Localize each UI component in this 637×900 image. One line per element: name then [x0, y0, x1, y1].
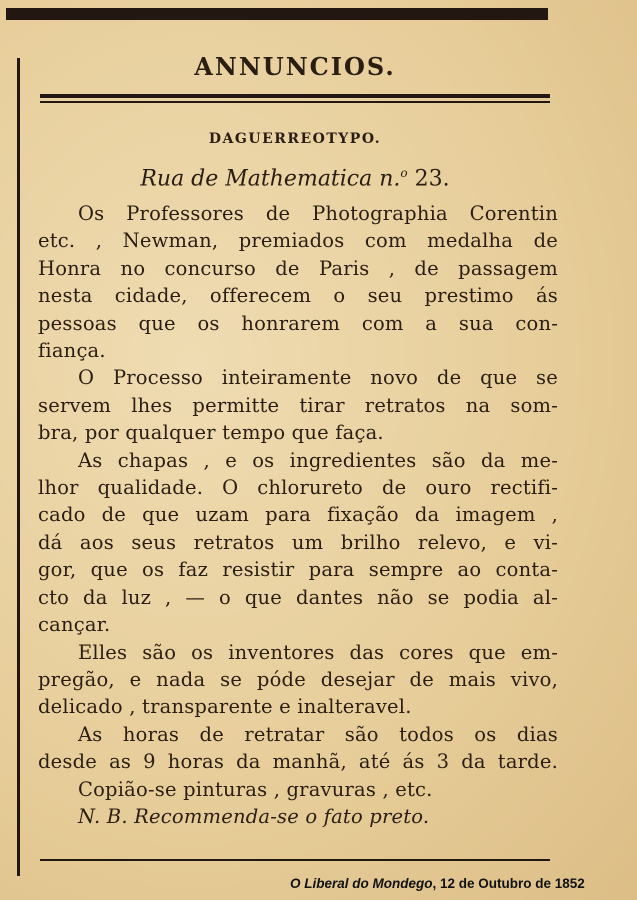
text-line: nesta cidade, offerecem o seu prestimo ás [38, 284, 558, 308]
text-line: cançar. [38, 613, 111, 637]
text-line: pessoas que os honrarem com a sua con- [38, 311, 558, 335]
text-line: Elles são os inventores das cores que em- [78, 640, 558, 664]
notice-address [40, 166, 550, 191]
text-line: gor, que os faz resistir para sempre ao conta- [38, 558, 558, 582]
text-line: desde as 9 horas da manhã, até ás 3 da tarde. [38, 750, 558, 774]
caption-source: O Liberal do Mondego [290, 876, 433, 891]
text-line: dá aos seus retratos um brilho relevo, e vi- [38, 530, 558, 554]
text-line: lhor qualidade. O chlorureto de ouro rectifi- [38, 476, 558, 500]
text-line: bra, por qualquer tempo que faça. [38, 421, 384, 445]
text-line-nb: N. B. Recommenda-se o fato preto. [78, 804, 430, 828]
text-line: Os Professores de Photographia Corentin [78, 202, 558, 225]
text-line: servem lhes permitte tirar retratos na som- [38, 393, 558, 417]
address-superscript: o [400, 166, 408, 180]
title-double-rule-thick [40, 94, 550, 98]
text-line: Honra no concurso de Paris , de passagem [38, 256, 558, 280]
section-title: ANNUNCIOS. [194, 52, 396, 81]
text-line: delicado , transparente e inalteravel. [38, 695, 412, 719]
notice-body [38, 200, 558, 830]
caption-date: , 12 de Outubro de 1852 [432, 876, 585, 891]
notice-kicker: DAGUERREOTYPO. [208, 131, 382, 147]
bottom-rule [40, 859, 550, 861]
text-line: cto da luz , — o que dantes não se podia al- [38, 585, 558, 609]
text-line: As chapas , e os ingredientes são da me- [78, 448, 558, 472]
left-column-rule [17, 58, 20, 876]
text-line: As horas de retratar são todos os dias [78, 722, 558, 746]
address-street: Rua de Mathematica n. [140, 166, 401, 192]
text-line: etc. , Newman, premiados com medalha de [38, 229, 558, 253]
text-line: Copião-se pinturas , gravuras , etc. [78, 777, 433, 801]
text-line: cado de que uzam para fixação da imagem , [38, 503, 558, 527]
text-line: fiança. [38, 339, 106, 363]
address-number: 23. [414, 166, 450, 192]
top-heavy-rule [6, 8, 548, 20]
text-line: O Processo inteiramente novo de que se [78, 366, 558, 390]
image-caption [290, 876, 585, 891]
title-double-rule-thin [40, 101, 550, 103]
text-line: pregão, e nada se póde desejar de mais vivo, [38, 667, 558, 691]
